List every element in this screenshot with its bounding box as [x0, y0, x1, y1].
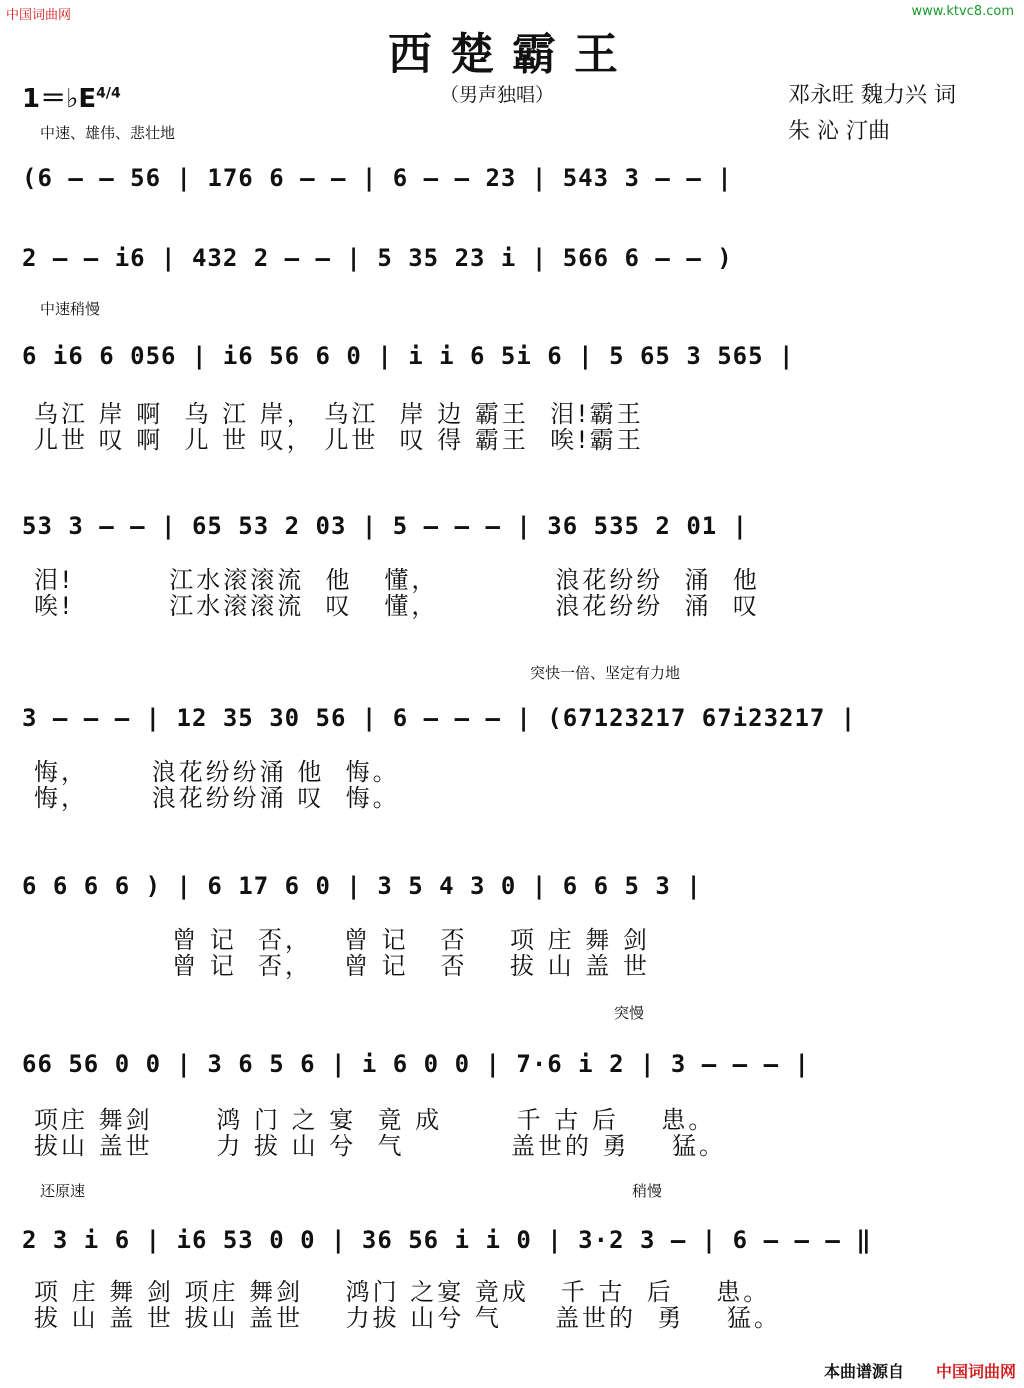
key-signature: $1=♭E^{4/4}$: [22, 84, 121, 114]
lyric-line: 曾 记 否， 曾 记 否 拔 山 盖 世: [34, 952, 650, 980]
notation-line: 6 6 6 6 ) | 6 17 6 0 | 3 5 4 3 0 | 6 6 5 3 |: [22, 872, 702, 900]
song-title: 西楚霸王: [388, 29, 636, 80]
lyricist: 邓永旺 魏力兴 词: [788, 83, 956, 108]
watermark-right[interactable]: www.ktvc8.com: [911, 4, 1014, 19]
tempo-intro: 中速、雄伟、悲壮地: [40, 124, 176, 142]
lyric-line: 儿世 叹 啊 儿 世 叹， 儿世 叹 得 霸王 唉!霸王: [34, 426, 644, 454]
watermark-left[interactable]: 中国词曲网: [6, 8, 72, 23]
composer: 朱 沁 汀曲: [788, 119, 890, 144]
tempo-fast: 突快一倍、坚定有力地: [530, 664, 681, 682]
notation-line: (6 — — 56 | 176 6 — — | 6 — — 23 | 543 3 — — |: [22, 164, 733, 192]
time-signature: 4/4: [96, 85, 121, 102]
lyric-line: 乌江 岸 啊 乌 江 岸， 乌江 岸 边 霸王 泪!霸王: [34, 400, 644, 428]
notation-line: 6 i6 6 056 | i6 56 6 0 | i i 6 5i 6 | 5 65 3 565 |: [22, 342, 795, 370]
lyric-line: 曾 记 否， 曾 记 否 项 庄 舞 剑: [34, 926, 650, 954]
lyric-line: 悔， 浪花纷纷涌 他 悔。: [34, 758, 400, 786]
footer-source: 本曲谱源自: [823, 1362, 904, 1381]
lyric-line: 项 庄 舞 剑 项庄 舞剑 鸿门 之宴 竟成 千 古 后 患。: [34, 1278, 771, 1306]
notation-line: 2 — — i6 | 432 2 — — | 5 35 23 i | 566 6 — — ): [22, 244, 733, 272]
lyric-line: 项庄 舞剑 鸿 门 之 宴 竟 成 千 古 后 患。: [34, 1106, 716, 1134]
notation-line: 66 56 0 0 | 3 6 5 6 | i 6 0 0 | 7·6 i 2 | 3 — — — |: [22, 1050, 810, 1078]
notation-line: 2 3 i 6 | i6 53 0 0 | 36 56 i i 0 | 3·2 3 — | 6 — — — ‖: [22, 1226, 872, 1254]
lyric-line: 拔 山 盖 世 拔山 盖世 力拔 山兮 气 盖世的 勇 猛。: [34, 1304, 781, 1332]
tempo-verse: 中速稍慢: [40, 300, 101, 318]
subtitle: （男声独唱）: [440, 84, 555, 106]
tempo-slightly-slow: 稍慢: [632, 1182, 663, 1200]
lyric-line: 悔， 浪花纷纷涌 叹 悔。: [34, 784, 400, 812]
notation-line: 3 — — — | 12 35 30 56 | 6 — — — | (67123217 67i23217 |: [22, 704, 857, 732]
tempo-restore: 还原速: [40, 1182, 86, 1200]
lyric-line: 拔山 盖世 力 拔 山 兮 气 盖世的 勇 猛。: [34, 1132, 726, 1160]
lyric-line: 泪! 江水滚滚流 他 懂， 浪花纷纷 涌 他: [34, 566, 760, 594]
lyric-line: 唉! 江水滚滚流 叹 懂， 浪花纷纷 涌 叹: [34, 592, 760, 620]
notation-line: 53 3 — — | 65 53 2 03 | 5 — — — | 36 535 2 01 |: [22, 512, 749, 540]
tempo-slow: 突慢: [614, 1004, 645, 1022]
footer-site[interactable]: 中国词曲网: [935, 1362, 1016, 1381]
